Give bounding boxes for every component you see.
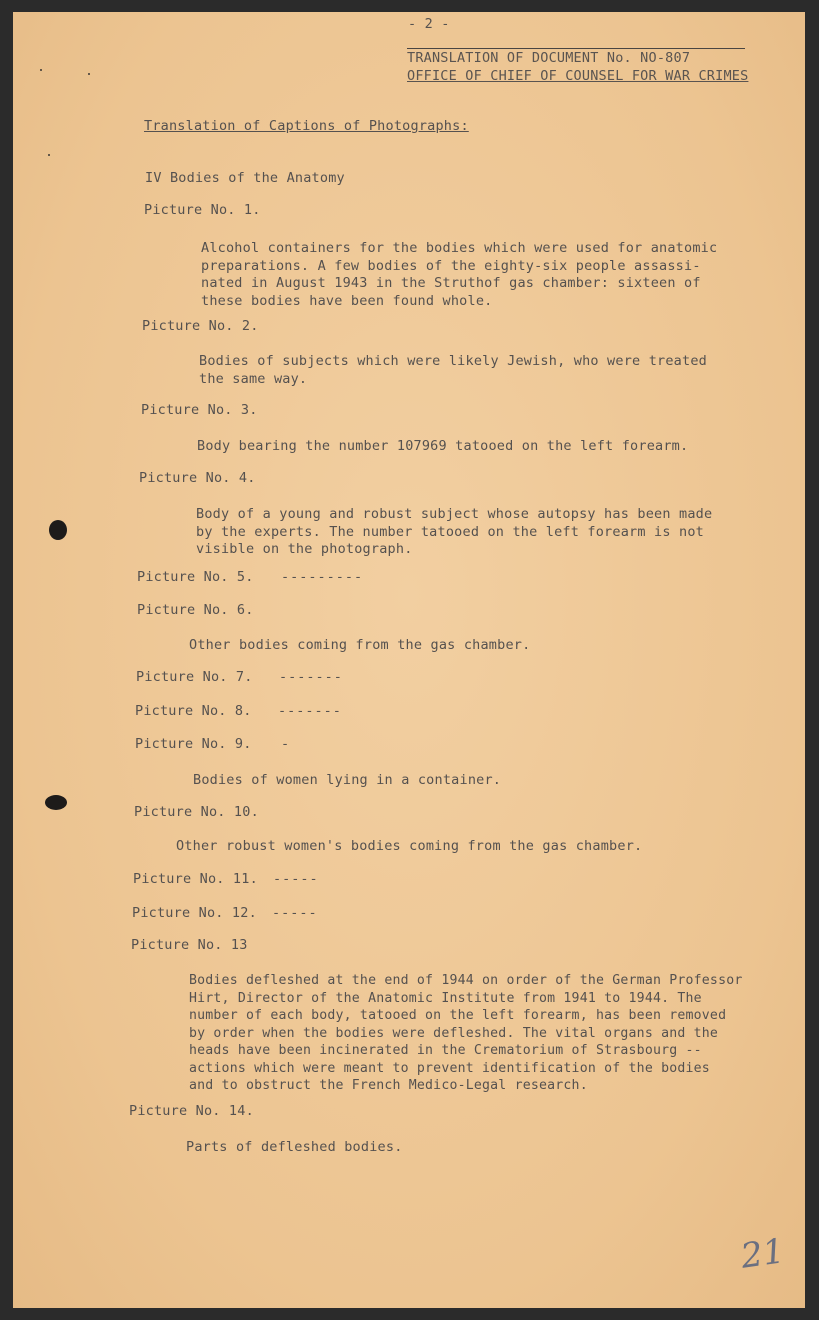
caption-line: number of each body, tatooed on the left forearm, has been removed	[189, 1008, 727, 1023]
header-line-1: TRANSLATION OF DOCUMENT No. NO-807	[407, 50, 691, 66]
picture-dash-9: -	[281, 736, 291, 752]
caption-line: Bodies defleshed at the end of 1944 on order of the German Professor	[189, 973, 743, 988]
caption-line: the same way.	[199, 370, 308, 387]
picture-dash-12: -----	[272, 905, 318, 921]
page-number: - 2 -	[408, 16, 450, 32]
caption-line: Body bearing the number 107969 tatooed on the left forearm.	[197, 438, 689, 454]
picture-label-4: Picture No. 4.	[139, 470, 256, 486]
picture-label-6: Picture No. 6.	[137, 602, 254, 618]
section-heading: IV Bodies of the Anatomy	[145, 170, 345, 186]
picture-label-10: Picture No. 10.	[134, 804, 259, 820]
caption-line: Parts of defleshed bodies.	[186, 1139, 403, 1155]
picture-label-2: Picture No. 2.	[142, 318, 259, 334]
picture-caption-14	[186, 1139, 403, 1157]
picture-caption-3	[197, 438, 688, 456]
caption-title: Translation of Captions of Photographs:	[144, 118, 469, 134]
picture-label-12: Picture No. 12.	[132, 905, 257, 921]
ink-blot-lower	[45, 795, 67, 810]
caption-line: nated in August 1943 in the Struthof gas chamber: sixteen of	[201, 275, 701, 291]
picture-label-11: Picture No. 11.	[133, 871, 258, 887]
paper-speck	[88, 73, 90, 75]
caption-line: Body of a young and robust subject whose autopsy has been made	[196, 506, 713, 522]
picture-caption-4	[196, 506, 712, 559]
picture-label-9: Picture No. 9.	[135, 736, 252, 752]
header-line-2: OFFICE OF CHIEF OF COUNSEL FOR WAR CRIMES	[407, 68, 749, 84]
caption-line: by order when the bodies were defleshed. The vital organs and the	[189, 1025, 719, 1041]
caption-line: Other robust women's bodies coming from the gas chamber.	[176, 838, 643, 854]
picture-caption-6	[189, 637, 530, 655]
caption-line: actions which were meant to prevent identification of the bodies	[189, 1060, 710, 1076]
caption-line: by the experts. The number tatooed on the left forearm is not	[196, 523, 704, 540]
document-page	[13, 12, 805, 1308]
caption-line: Bodies of women lying in a container.	[193, 772, 502, 788]
picture-caption-2	[199, 353, 707, 388]
picture-label-1: Picture No. 1.	[144, 202, 261, 218]
picture-dash-11: -----	[273, 871, 319, 887]
paper-speck	[40, 69, 42, 71]
paper-speck	[48, 154, 50, 156]
ink-blot-upper	[49, 520, 67, 540]
picture-label-13: Picture No. 13	[131, 937, 248, 953]
caption-line: visible on the photograph.	[196, 541, 413, 557]
picture-dash-5: ---------	[281, 569, 364, 585]
picture-dash-8: -------	[278, 703, 342, 719]
picture-caption-9	[193, 772, 501, 790]
picture-dash-7: -------	[279, 669, 343, 685]
caption-line: Hirt, Director of the Anatomic Institute from 1941 to 1944. The	[189, 990, 702, 1006]
caption-line: and to obstruct the French Medico-Legal research.	[189, 1078, 588, 1093]
picture-label-7: Picture No. 7.	[136, 669, 253, 685]
caption-line: Other bodies coming from the gas chamber.	[189, 637, 531, 653]
picture-caption-10	[176, 838, 642, 856]
caption-line: preparations. A few bodies of the eighty-six people assassi-	[201, 257, 701, 274]
picture-caption-13	[189, 972, 743, 1095]
caption-line: Bodies of subjects which were likely Jewish, who were treated	[199, 353, 707, 369]
header-top-rule	[407, 48, 745, 49]
caption-line: these bodies have been found whole.	[201, 292, 493, 309]
caption-line: Alcohol containers for the bodies which were used for anatomic	[201, 240, 718, 256]
picture-caption-1	[201, 240, 717, 310]
handwritten-page-stamp: 21	[738, 1231, 788, 1277]
picture-label-8: Picture No. 8.	[135, 703, 252, 719]
picture-label-14: Picture No. 14.	[129, 1103, 254, 1119]
picture-label-5: Picture No. 5.	[137, 569, 254, 585]
picture-label-3: Picture No. 3.	[141, 402, 258, 418]
caption-line: heads have been incinerated in the Crematorium of Strasbourg --	[189, 1043, 702, 1058]
